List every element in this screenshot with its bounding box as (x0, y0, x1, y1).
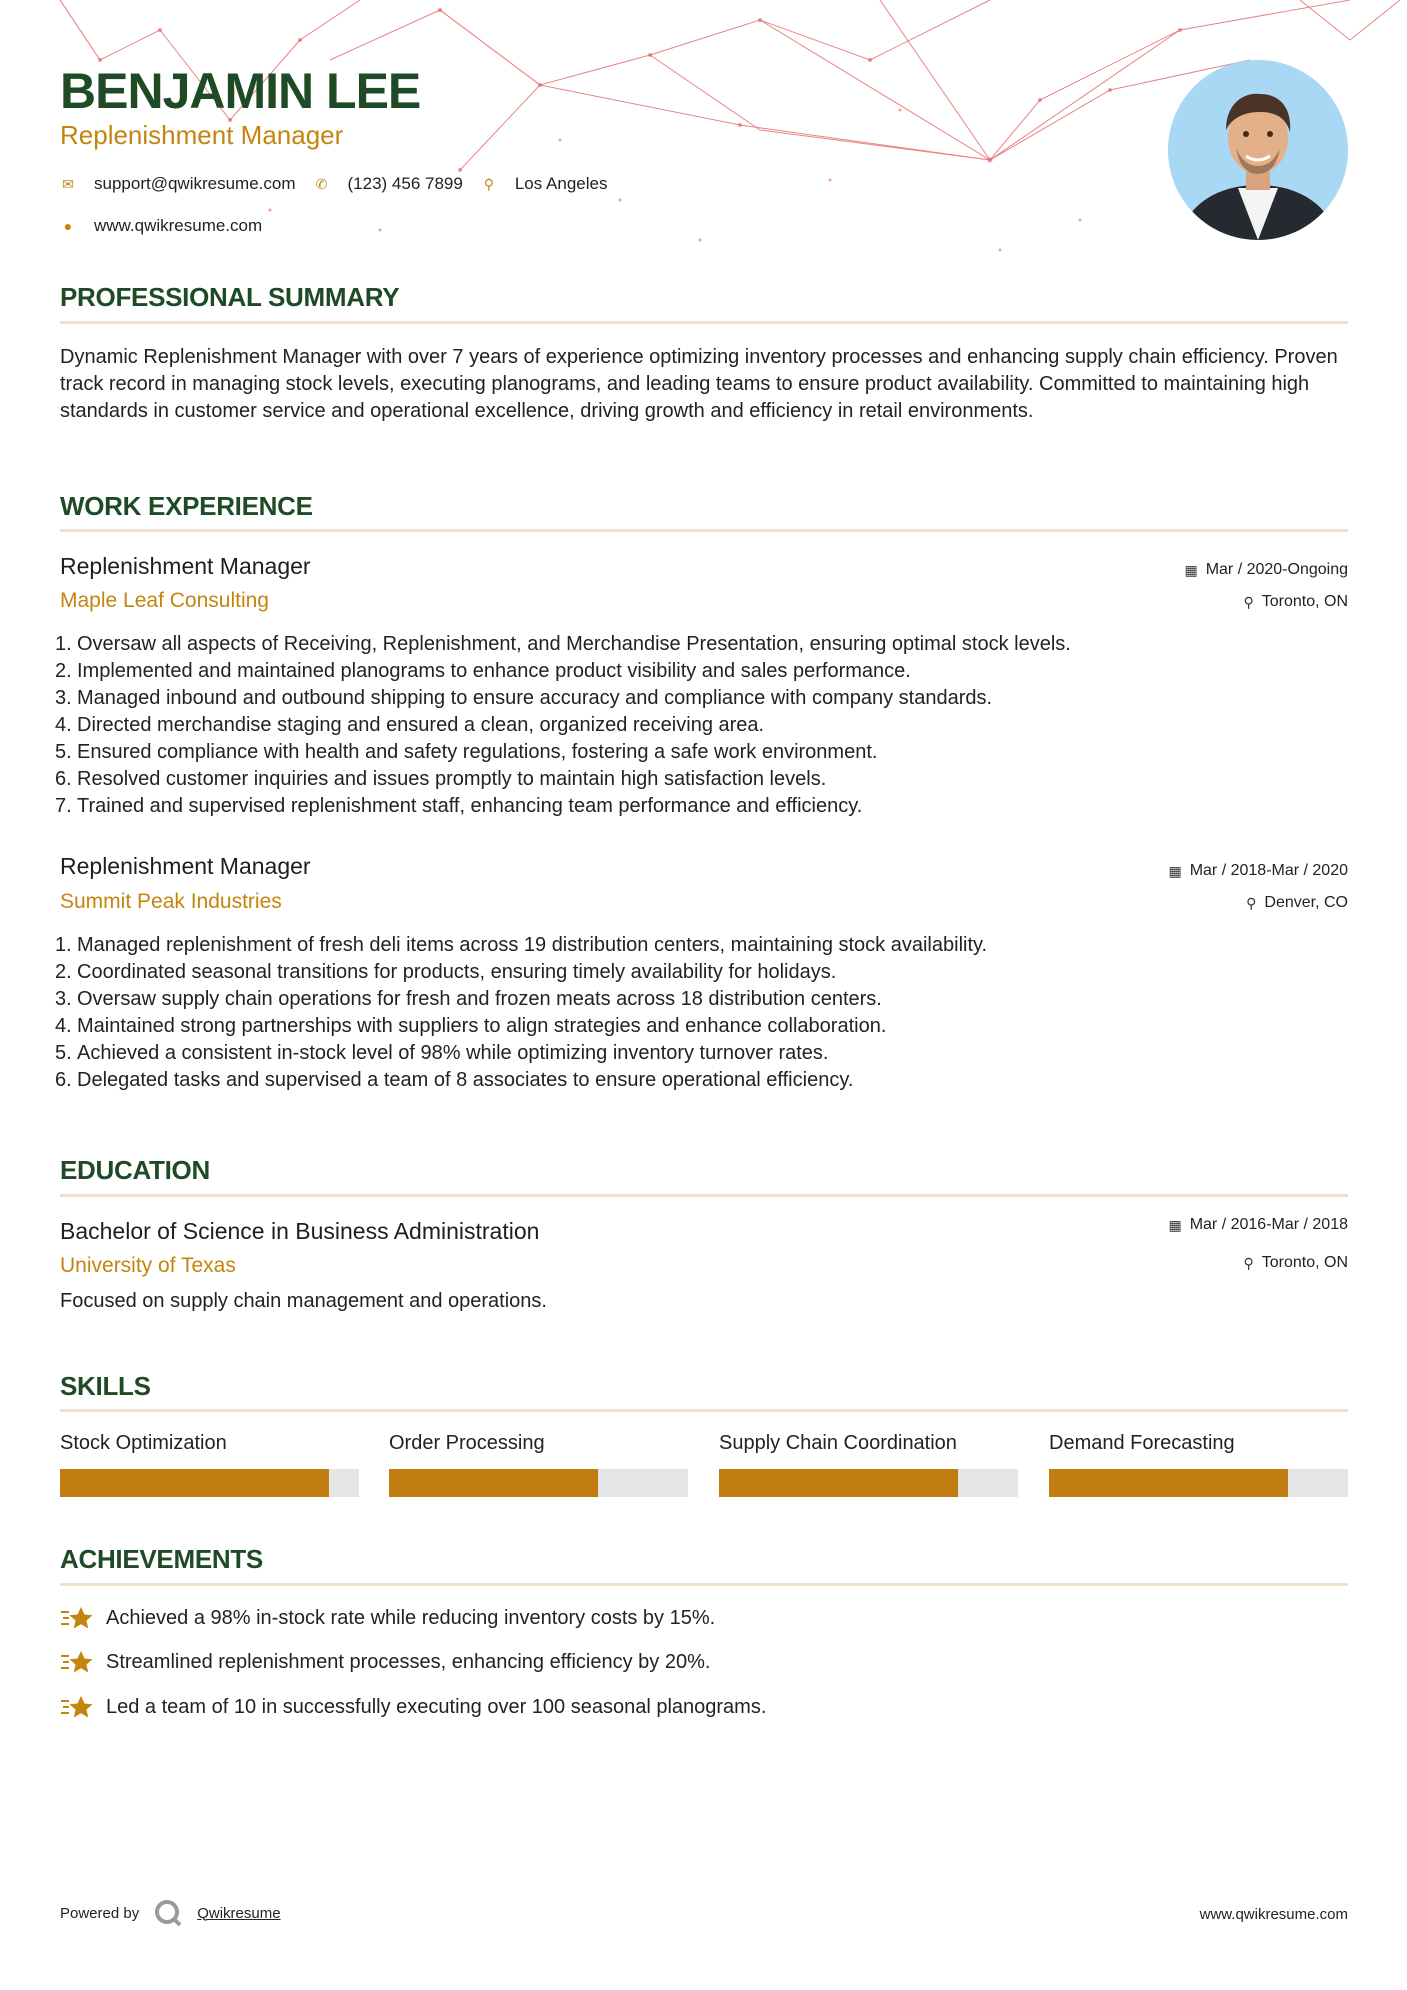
skill-label: Stock Optimization (60, 1432, 227, 1454)
profile-photo-illustration (1168, 60, 1348, 240)
contact-phone (314, 174, 463, 194)
job-2-dates (1168, 862, 1348, 880)
mail-icon: ✉ (62, 175, 74, 192)
globe-icon: ● (63, 218, 73, 234)
pushpin-icon: ⚲ (1243, 1254, 1254, 1271)
achievements-heading: ACHIEVEMENTS (60, 1544, 263, 1574)
education-location-text: Toronto, ON (1261, 1254, 1348, 1271)
skill-bar (719, 1469, 1018, 1497)
candidate-name: BENJAMIN LEE (60, 63, 421, 119)
job-1-location (1243, 593, 1348, 611)
list-item: 2. Coordinated seasonal transitions for products, ensuring timely availability for holidays. (55, 961, 837, 983)
calendar-icon: ▦ (1168, 862, 1182, 879)
list-item: 1. Oversaw all aspects of Receiving, Replenishment, and Merchandise Presentation, ensuring optimal stock levels. (55, 633, 1071, 655)
education-dates (1168, 1216, 1348, 1234)
qwikresume-logo-icon (153, 1898, 183, 1928)
profile-photo (1168, 60, 1348, 240)
education-dates-text: Mar / 2016-Mar / 2018 (1189, 1216, 1348, 1233)
location-text: Los Angeles (514, 174, 608, 193)
list-item: 4. Directed merchandise staging and ensured a clean, organized receiving area. (55, 714, 765, 736)
skill-order-processing (389, 1432, 688, 1497)
skill-stock-optimization (60, 1432, 359, 1497)
list-item: 5. Ensured compliance with health and safety regulations, fostering a safe work environment. (55, 741, 878, 763)
contact-email[interactable] (60, 174, 296, 194)
education-heading: EDUCATION (60, 1155, 210, 1185)
skill-bar-fill (719, 1469, 958, 1497)
job-2-location-text: Denver, CO (1264, 894, 1348, 911)
contact-location (481, 174, 608, 194)
list-item: 4. Maintained strong partnerships with suppliers to align strategies and enhance collaboration. (55, 1015, 887, 1037)
contact-website[interactable] (60, 216, 262, 236)
achievement-text: Achieved a 98% in-stock rate while reducing inventory costs by 15%. (106, 1606, 716, 1629)
footer-url[interactable]: www.qwikresume.com (1199, 1906, 1348, 1923)
list-item: 3. Managed inbound and outbound shipping to ensure accuracy and compliance with company standards. (55, 687, 993, 709)
education-description: Focused on supply chain management and operations. (60, 1290, 547, 1312)
contact-row-secondary (60, 216, 280, 236)
location-pin-icon: ⚲ (483, 175, 494, 192)
summary-text: Dynamic Replenishment Manager with over 7 years of experience optimizing inventory processes and enhancing supply chain efficiency. Proven track record in managing stock levels, executing planograms, and leading teams to ensure product availability. Committed to maintaining high standards in customer service and operational excellence, driving growth and efficiency in retail environments. (60, 346, 1338, 422)
achievement-item (60, 1694, 766, 1720)
calendar-icon: ▦ (1184, 561, 1198, 578)
summary-divider (60, 321, 1348, 324)
list-item: 5. Achieved a consistent in-stock level of 98% while optimizing inventory turnover rates. (55, 1042, 829, 1064)
job-2-responsibilities (55, 932, 1345, 1094)
skills-heading: SKILLS (60, 1371, 151, 1401)
star-badge-icon (60, 1649, 94, 1675)
job-2-company: Summit Peak Industries (60, 890, 282, 913)
achievement-text: Streamlined replenishment processes, enhancing efficiency by 20%. (106, 1650, 711, 1673)
summary-heading: PROFESSIONAL SUMMARY (60, 282, 400, 312)
job-1-company: Maple Leaf Consulting (60, 589, 269, 612)
job-1-title: Replenishment Manager (60, 553, 311, 579)
skill-label: Supply Chain Coordination (719, 1432, 957, 1454)
achievement-item (60, 1649, 710, 1675)
job-1-location-text: Toronto, ON (1261, 593, 1348, 610)
job-1-dates (1184, 561, 1348, 579)
achievement-item (60, 1605, 715, 1631)
education-location (1243, 1254, 1348, 1272)
footer-powered-by (60, 1898, 281, 1928)
achievement-text: Led a team of 10 in successfully executing over 100 seasonal planograms. (106, 1695, 767, 1718)
experience-heading: WORK EXPERIENCE (60, 491, 313, 521)
calendar-icon: ▦ (1168, 1216, 1182, 1233)
education-degree: Bachelor of Science in Business Administration (60, 1218, 540, 1244)
candidate-title: Replenishment Manager (60, 120, 344, 150)
powered-by-text: Powered by (60, 1904, 140, 1922)
experience-divider (60, 529, 1348, 532)
phone-text: (123) 456 7899 (347, 174, 463, 193)
skill-bar-fill (389, 1469, 598, 1497)
list-item: 1. Managed replenishment of fresh deli items across 19 distribution centers, maintaining stock availability. (55, 934, 988, 956)
skill-bar-fill (1049, 1469, 1288, 1497)
list-item: 3. Oversaw supply chain operations for fresh and frozen meats across 18 distribution centers. (55, 988, 882, 1010)
star-badge-icon (60, 1605, 94, 1631)
education-school: University of Texas (60, 1254, 236, 1277)
job-1-dates-text: Mar / 2020-Ongoing (1205, 561, 1348, 578)
skill-supply-chain-coordination (719, 1432, 1018, 1497)
skills-divider (60, 1409, 1348, 1412)
pushpin-icon: ⚲ (1243, 593, 1254, 610)
star-badge-icon (60, 1694, 94, 1720)
list-item: 7. Trained and supervised replenishment staff, enhancing team performance and efficiency. (55, 795, 863, 817)
skill-bar (1049, 1469, 1348, 1497)
skill-bar (60, 1469, 359, 1497)
list-item: 2. Implemented and maintained planograms to enhance product visibility and sales performance. (55, 660, 911, 682)
skill-demand-forecasting (1049, 1432, 1348, 1497)
list-item: 6. Resolved customer inquiries and issues promptly to maintain high satisfaction levels. (55, 768, 827, 790)
skill-label: Demand Forecasting (1049, 1432, 1235, 1454)
qwikresume-link[interactable]: Qwikresume (197, 1904, 281, 1922)
pushpin-icon: ⚲ (1246, 894, 1257, 911)
job-2-location (1246, 894, 1348, 912)
skill-label: Order Processing (389, 1432, 545, 1454)
achievements-divider (60, 1583, 1348, 1586)
job-2-title: Replenishment Manager (60, 853, 311, 879)
education-divider (60, 1194, 1348, 1197)
list-item: 6. Delegated tasks and supervised a team of 8 associates to ensure operational efficiency. (55, 1069, 854, 1091)
website-text: www.qwikresume.com (94, 216, 263, 235)
email-text: support@qwikresume.com (94, 174, 296, 193)
job-1-responsibilities (55, 631, 1345, 820)
skill-bar-fill (60, 1469, 329, 1497)
phone-icon: ✆ (315, 175, 328, 192)
contact-row-primary (60, 174, 625, 194)
job-2-dates-text: Mar / 2018-Mar / 2020 (1189, 862, 1348, 879)
skill-bar (389, 1469, 688, 1497)
